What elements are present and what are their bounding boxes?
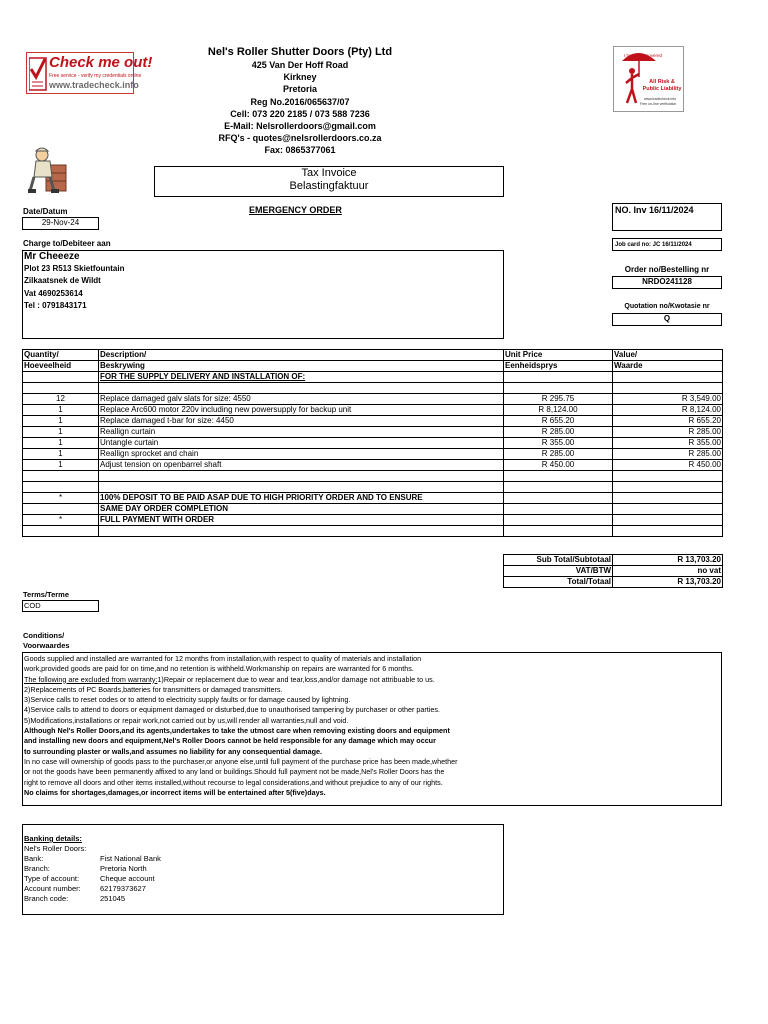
table-header-row xyxy=(23,350,723,361)
note-deposit: 100% DEPOSIT TO BE PAID ASAP DUE TO HIGH PRIORITY ORDER AND TO ENSURE xyxy=(99,493,504,504)
vat-label: VAT/BTW xyxy=(504,566,613,577)
condition-line: 2)Replacements of PC Boards,batteries for transmitters or damaged transmitters. xyxy=(24,684,283,694)
item-description: Reallign sprocket and chain xyxy=(99,449,504,460)
invoice-number: NO. Inv 16/11/2024 xyxy=(612,203,722,231)
quotation-label: Quotation no/Kwotasie nr xyxy=(624,303,710,310)
item-unit-price: R 655.20 xyxy=(504,416,613,427)
worker-cartoon-icon xyxy=(26,145,70,195)
condition-line: and installing new doors and equipment,Nel's Roller Doors cannot be held responsible for any damage which may occur xyxy=(24,736,436,746)
banking-holder: Nel's Roller Doors: xyxy=(24,844,87,853)
company-cell: Cell: 073 220 2185 / 073 588 7236 xyxy=(230,108,370,119)
condition-text: 1)Repair or replacement due to wear and tear,loss,and/or damage not attribuable to us. xyxy=(157,674,435,684)
table-row xyxy=(23,504,723,515)
header-quantity: Quantity/ xyxy=(23,350,99,361)
table-row xyxy=(23,427,723,438)
bank-row xyxy=(24,874,502,884)
bank-row xyxy=(24,894,502,904)
condition-line: In no case will ownership of goods pass to the purchaser,or anyone else,until full payment of the purchase price has been made,whether xyxy=(24,756,458,766)
logo-url: www.tradecheck.info xyxy=(49,80,139,90)
item-value: R 655.20 xyxy=(613,416,723,427)
item-unit-price: R 285.00 xyxy=(504,449,613,460)
vat-row xyxy=(504,566,723,577)
condition-line: 3)Service calls to reset codes or to attend to electricity supply faults or for damage caused by lightning. xyxy=(24,695,351,705)
check-me-out-logo xyxy=(26,52,153,94)
item-description: Reallign curtain xyxy=(99,427,504,438)
banking-details-box xyxy=(22,824,504,915)
invoice-title-afrikaans: Belastingfaktuur xyxy=(289,180,369,192)
conditions-label-en: Conditions/ xyxy=(23,631,65,640)
condition-line: right to remove all doors and other items installed,without recourse to legal considerations,and without prejudice to any of our rights. xyxy=(24,777,443,787)
total-label: Total/Totaal xyxy=(504,577,613,588)
banking-title: Banking details: xyxy=(24,834,82,843)
terms-value: COD xyxy=(22,600,99,612)
company-address-3: Pretoria xyxy=(282,84,317,95)
item-value: R 355.00 xyxy=(613,438,723,449)
terms-label: Terms/Terme xyxy=(23,590,69,599)
company-reg-no: Reg No.2016/065637/07 xyxy=(250,96,350,107)
risk-logo-main: All Risk & Public Liability xyxy=(642,79,682,92)
bank-value: 251045 xyxy=(100,894,126,903)
item-value: R 8,124.00 xyxy=(613,405,723,416)
date-value: 29-Nov-24 xyxy=(22,217,99,230)
table-row xyxy=(23,416,723,427)
header-value: Value/ xyxy=(613,350,723,361)
company-details xyxy=(180,45,420,157)
customer-address-2: Zilkaatsnek de Wildt xyxy=(24,276,101,286)
note-same-day: SAME DAY ORDER COMPLETION xyxy=(99,504,504,515)
logo-tagline: Free service - verify my credentials online xyxy=(49,73,142,79)
table-row xyxy=(23,493,723,504)
condition-line xyxy=(24,675,720,685)
warranty-exclusion-heading: The following are excluded from warranty: xyxy=(24,674,158,684)
company-email: E-Mail: Nelsrollerdoors@gmail.com xyxy=(224,121,376,132)
order-no-value: NRDO241128 xyxy=(612,276,722,289)
table-row xyxy=(23,405,723,416)
bank-value: Pretoria North xyxy=(100,864,147,873)
item-unit-price: R 8,124.00 xyxy=(504,405,613,416)
item-unit-price: R 450.00 xyxy=(504,460,613,471)
bank-row xyxy=(24,884,502,894)
note-bullet: * xyxy=(23,515,99,526)
customer-box xyxy=(22,250,504,339)
customer-name: Mr Cheeeze xyxy=(24,251,80,262)
subtotal-value: R 13,703.20 xyxy=(613,555,723,566)
customer-vat: Vat 4690253614 xyxy=(24,288,83,298)
bank-row xyxy=(24,854,502,864)
condition-line: 5)Modifications,installations or repair work,not carried out by us,will render all warranties,null and void. xyxy=(24,715,349,725)
total-value: R 13,703.20 xyxy=(613,577,723,588)
company-address-2: Kirkney xyxy=(283,72,317,83)
logo-main-text: Check me out! xyxy=(49,54,153,71)
order-no-label: Order no/Bestelling nr xyxy=(624,265,710,274)
conditions-label xyxy=(23,631,70,651)
header-description-af: Beskrywing xyxy=(99,361,504,372)
customer-address-1: Plot 23 R513 Skietfountain xyxy=(24,264,125,273)
totals-table xyxy=(503,554,723,588)
conditions-label-af: Voorwaardes xyxy=(23,641,70,650)
condition-line: Goods supplied and installed are warranted for 12 months from installation,with respect to quality of materials and installation xyxy=(24,654,422,663)
company-name: Nel's Roller Shutter Doors (Pty) Ltd xyxy=(207,46,393,58)
item-qty: 1 xyxy=(23,427,99,438)
condition-line: Although Nel's Roller Doors,and its agents,undertakes to take the utmost care when removing existing doors and equipment xyxy=(24,726,450,736)
condition-line: to surrounding plaster or walls,and assumes no liability for any consequential damage. xyxy=(24,746,322,756)
table-row xyxy=(23,471,723,482)
item-description: Replace Arc600 motor 220v including new powersupply for backup unit xyxy=(99,405,504,416)
bank-value: Fist National Bank xyxy=(100,854,161,863)
table-header-row-afrikaans xyxy=(23,361,723,372)
item-value: R 285.00 xyxy=(613,427,723,438)
invoice-title-box xyxy=(154,166,504,197)
item-qty: 1 xyxy=(23,449,99,460)
table-row xyxy=(23,482,723,493)
header-value-af: Waarde xyxy=(613,361,723,372)
table-row xyxy=(23,372,723,383)
item-qty: 1 xyxy=(23,416,99,427)
note-bullet: * xyxy=(23,493,99,504)
risk-logo-top: I have you covered xyxy=(624,53,663,58)
item-qty: 1 xyxy=(23,460,99,471)
all-risk-liability-logo xyxy=(613,46,684,112)
bank-value: Cheque account xyxy=(100,874,155,883)
header-description: Description/ xyxy=(99,350,504,361)
date-label: Date/Datum xyxy=(23,207,68,216)
item-description: Replace damaged t-bar for size: 4450 xyxy=(99,416,504,427)
item-value: R 450.00 xyxy=(613,460,723,471)
vat-value: no vat xyxy=(613,566,723,577)
table-row xyxy=(23,515,723,526)
bank-key: Branch code: xyxy=(24,894,69,903)
item-description: Untangle curtain xyxy=(99,438,504,449)
items-table xyxy=(22,349,723,537)
company-fax: Fax: 0865377061 xyxy=(264,145,336,156)
section-title: FOR THE SUPPLY DELIVERY AND INSTALLATION OF: xyxy=(99,372,504,383)
bank-key: Bank: xyxy=(24,854,44,863)
item-qty: 12 xyxy=(23,394,99,405)
item-value: R 3,549.00 xyxy=(613,394,723,405)
risk-logo-foot: Free on-line verification xyxy=(640,102,677,106)
quotation-value: Q xyxy=(612,313,722,326)
conditions-box xyxy=(22,652,722,806)
bank-key: Branch: xyxy=(24,864,50,873)
subtotal-row xyxy=(504,555,723,566)
condition-line: No claims for shortages,damages,or incorrect items will be entertained after 5(five)days. xyxy=(24,787,326,797)
condition-line: or not the goods have been permanently affixed to any land or buildings.Should full payment not be made,Nel's Roller Doors has the xyxy=(24,767,445,777)
job-card-number: Job card no: JC 16/11/2024 xyxy=(612,238,722,251)
subtotal-label: Sub Total/Subtotaal xyxy=(504,555,613,566)
charge-to-label: Charge to/Debiteer aan xyxy=(23,239,111,248)
bank-key: Type of account: xyxy=(24,874,80,883)
risk-logo-url: www.tradecheck.info xyxy=(644,97,677,101)
bank-key: Account number: xyxy=(24,884,81,893)
table-row xyxy=(23,438,723,449)
order-type: EMERGENCY ORDER xyxy=(249,205,342,215)
customer-tel: Tel : 0791843171 xyxy=(24,300,87,310)
bank-value: 62179373627 xyxy=(100,884,146,893)
condition-line: 4)Service calls to attend to doors or equipment damaged or disturbed,due to unauthorised tampering by purchaser or other parties. xyxy=(24,705,440,715)
table-row xyxy=(23,460,723,471)
bank-row xyxy=(24,864,502,874)
header-unit-price: Unit Price xyxy=(504,350,613,361)
item-unit-price: R 355.00 xyxy=(504,438,613,449)
table-row xyxy=(23,394,723,405)
item-description: Adjust tension on openbarrel shaft xyxy=(99,460,504,471)
total-row xyxy=(504,577,723,588)
item-value: R 285.00 xyxy=(613,449,723,460)
item-unit-price: R 295.75 xyxy=(504,394,613,405)
item-description: Replace damaged galv slats for size: 4550 xyxy=(99,394,504,405)
item-qty: 1 xyxy=(23,438,99,449)
item-qty: 1 xyxy=(23,405,99,416)
table-row xyxy=(23,449,723,460)
company-address-1: 425 Van Der Hoff Road xyxy=(251,60,349,70)
red-check-icon xyxy=(29,55,47,91)
item-unit-price: R 285.00 xyxy=(504,427,613,438)
table-row xyxy=(23,526,723,537)
table-row xyxy=(23,383,723,394)
condition-line: work,provided goods are paid for on time,and no retention is withheld.Workmanship on repairs are warranted for 6 months. xyxy=(24,664,414,674)
company-rfq-email: RFQ's - quotes@nelsrollerdoors.co.za xyxy=(218,133,382,144)
header-quantity-af: Hoeveelheid xyxy=(23,361,99,372)
note-full-payment: FULL PAYMENT WITH ORDER xyxy=(99,515,504,526)
invoice-title: Tax Invoice xyxy=(301,167,357,179)
header-unit-price-af: Eenheidsprys xyxy=(504,361,613,372)
